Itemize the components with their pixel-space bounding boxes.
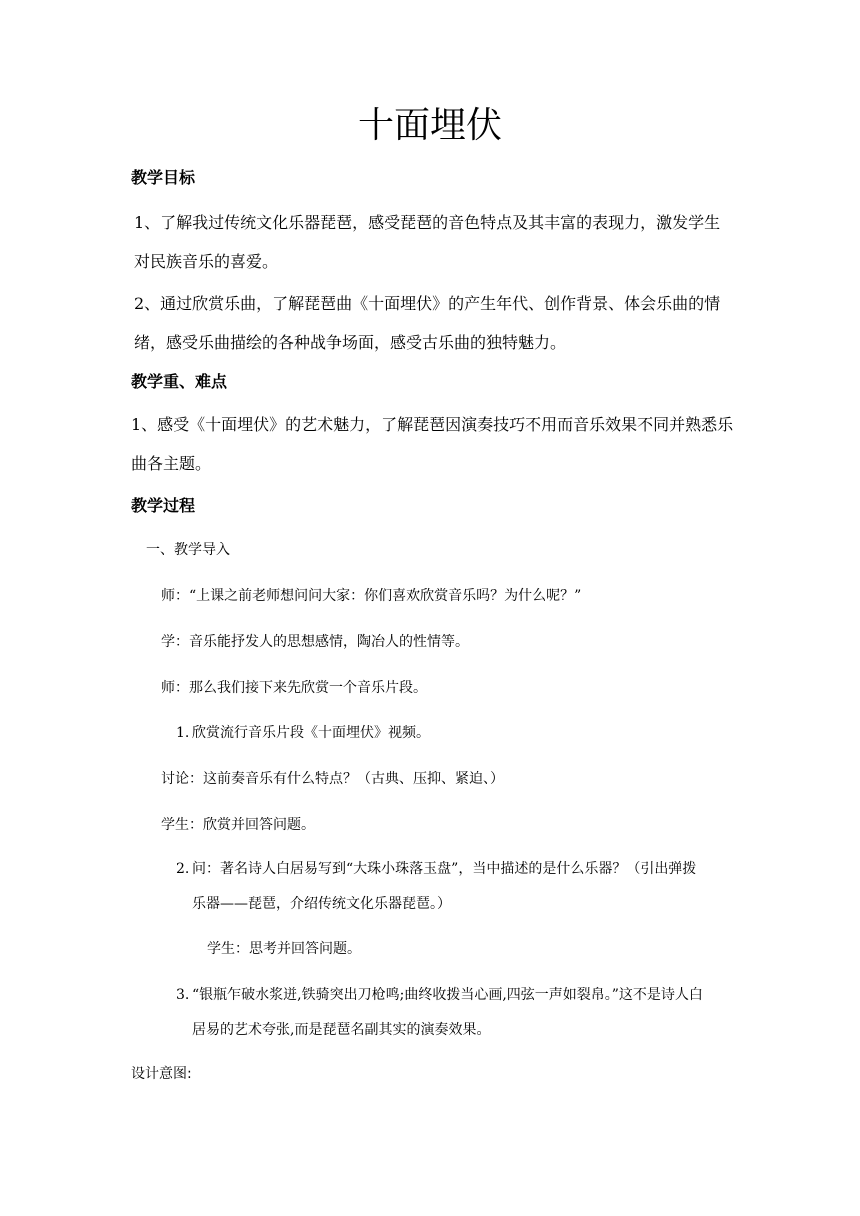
step-2-line-1 [176, 857, 696, 881]
heading-teaching-goals: 教学目标 [131, 168, 196, 187]
step-3-text-a: “银瓶乍破水浆迸,铁骑突出刀枪鸣;曲终收拨当心画,四弦一声如裂帛。”这不是诗人白 [192, 987, 703, 1003]
student-answer-1: 学生：欣赏并回答问题。 [161, 817, 315, 833]
step-2-line-2: 乐器——琵琶，介绍传统文化乐器琵琶。） [192, 896, 451, 912]
step-2-text-a: 问：著名诗人白居易写到“大珠小珠落玉盘”，当中描述的是什么乐器？（引出弹拨 [192, 861, 697, 877]
document-title: 十面埋伏 [357, 105, 502, 146]
dialogue-teacher-1: 师：“上课之前老师想问问大家：你们喜欢欣赏音乐吗？为什么呢？” [161, 588, 582, 604]
step-3-line-2: 居易的艺术夸张,而是琵琶名副其实的演奏效果。 [192, 1022, 491, 1038]
subheading-intro: 一、教学导入 [146, 542, 230, 558]
step-3-line-1 [176, 983, 703, 1007]
step-2-number: 2. [176, 861, 190, 877]
discussion-line: 讨论：这前奏音乐有什么特点？（古典、压抑、紧迫、） [161, 771, 504, 787]
step-3-number: 3. [176, 987, 190, 1003]
heading-key-points: 教学重、难点 [131, 372, 228, 391]
step-1-number: 1. [176, 725, 190, 741]
goal-item-1: 1、了解我过传统文化乐器琵琶，感受琵琶的音色特点及其丰富的表现力，激发学生对民族音乐的喜爱。 [134, 213, 721, 271]
dialogue-teacher-2: 师：那么我们接下来先欣赏一个音乐片段。 [161, 680, 427, 696]
goal-item-2: 2、通过欣赏乐曲，了解琵琶曲《十面埋伏》的产生年代、创作背景、体会乐曲的情绪，感受乐曲描绘的各种战争场面，感受古乐曲的独特魅力。 [134, 294, 721, 352]
keypoint-item-1: 1、感受《十面埋伏》的艺术魅力，了解琵琶因演奏技巧不用而音乐效果不同并熟悉乐曲各主题。 [131, 415, 734, 473]
design-intent-label: 设计意图: [131, 1066, 192, 1082]
dialogue-student-1: 学：音乐能抒发人的思想感情，陶冶人的性情等。 [161, 634, 469, 650]
step-1-text: 欣赏流行音乐片段《十面埋伏》视频。 [192, 725, 430, 741]
student-answer-2: 学生：思考并回答问题。 [207, 941, 361, 957]
step-1 [176, 721, 430, 745]
heading-teaching-process: 教学过程 [131, 496, 196, 515]
